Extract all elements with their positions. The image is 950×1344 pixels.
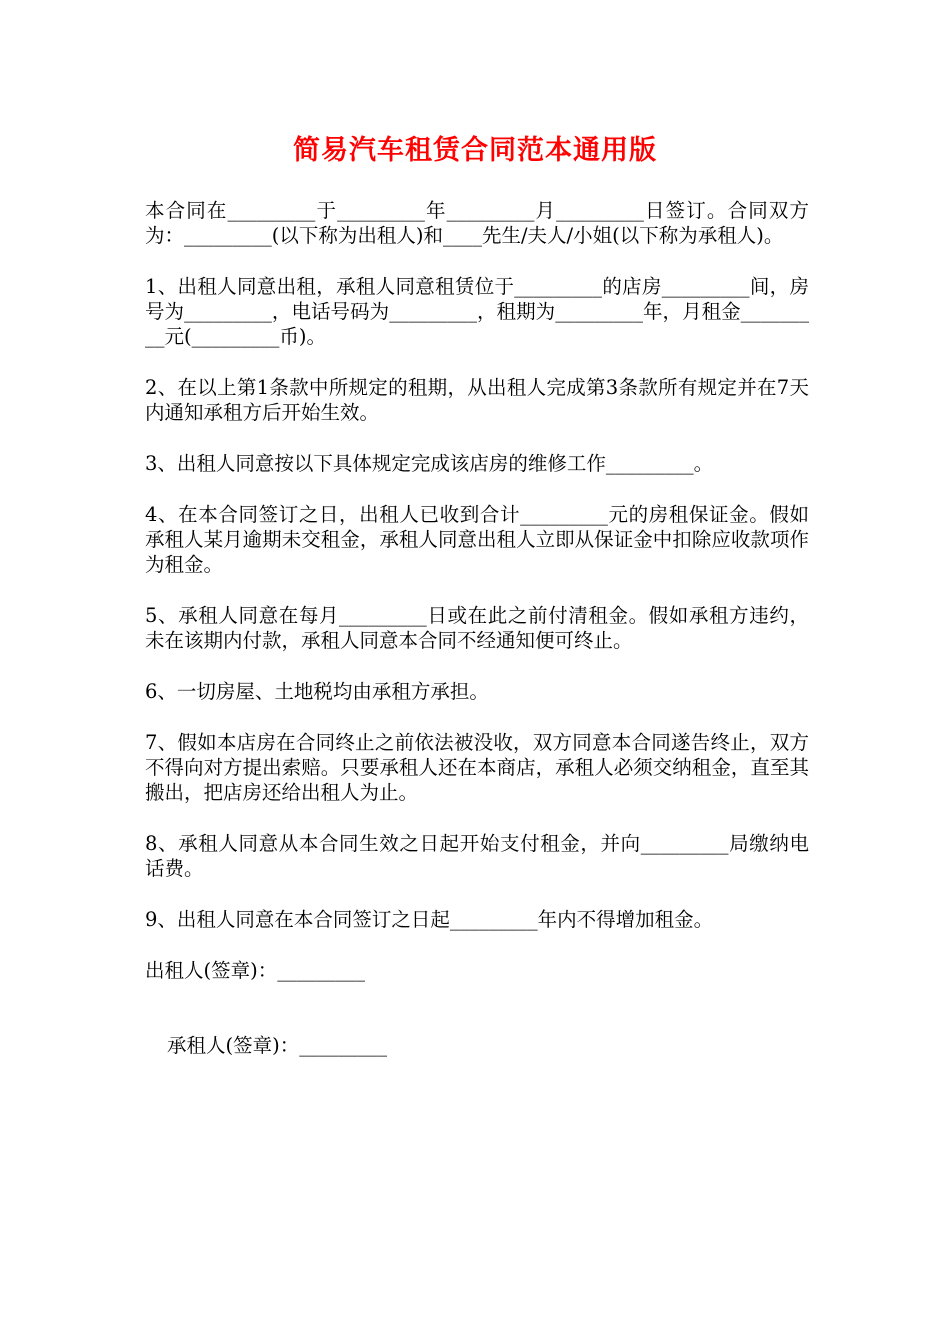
clause-1: 1、出租人同意出租，承租人同意租赁位于_________的店房_________间，房号为_________，电话号码为_________，租期为_________年，月租金_________元(_________币)。 (145, 275, 809, 348)
clause-5: 5、承租人同意在每月_________日或在此之前付清租金。假如承租方违约，未在该期内付款，承租人同意本合同不经通知便可终止。 (145, 604, 809, 652)
clause-7: 7、假如本店房在合同终止之前依法被没收，双方同意本合同遂告终止，双方不得向对方提出索赔。只要承租人还在本商店，承租人必须交纳租金，直至其搬出，把店房还给出租人为止。 (145, 731, 809, 804)
clause-9: 9、出租人同意在本合同签订之日起_________年内不得增加租金。 (145, 908, 714, 931)
clause-3: 3、出租人同意按以下具体规定完成该店房的维修工作_________。 (145, 452, 714, 475)
document-title: 简易汽车租赁合同范本通用版 (293, 135, 657, 166)
clause-6: 6、一切房屋、土地税均由承租方承担。 (145, 680, 489, 703)
contract-intro: 本合同在_________于_________年_________月_________日签订。合同双方为：_________(以下称为出租人)和____先生/夫人/小姐(以下称为承租人)。 (145, 199, 809, 247)
clause-2: 2、在以上第1条款中所规定的租期，从出租人完成第3条款所有规定并在7天内通知承租方后开始生效。 (145, 376, 809, 424)
lessee-signature-line: 承租人(签章)：_________ (167, 1034, 387, 1057)
contract-body (145, 198, 809, 1058)
clause-8: 8、承租人同意从本合同生效之日起开始支付租金，并向_________局缴纳电话费。 (145, 832, 809, 880)
lessor-signature-line: 出租人(签章)：_________ (145, 959, 365, 982)
clause-4: 4、在本合同签订之日，出租人已收到合计_________元的房租保证金。假如承租人某月逾期未交租金，承租人同意出租人立即从保证金中扣除应收款项作为租金。 (145, 503, 809, 576)
